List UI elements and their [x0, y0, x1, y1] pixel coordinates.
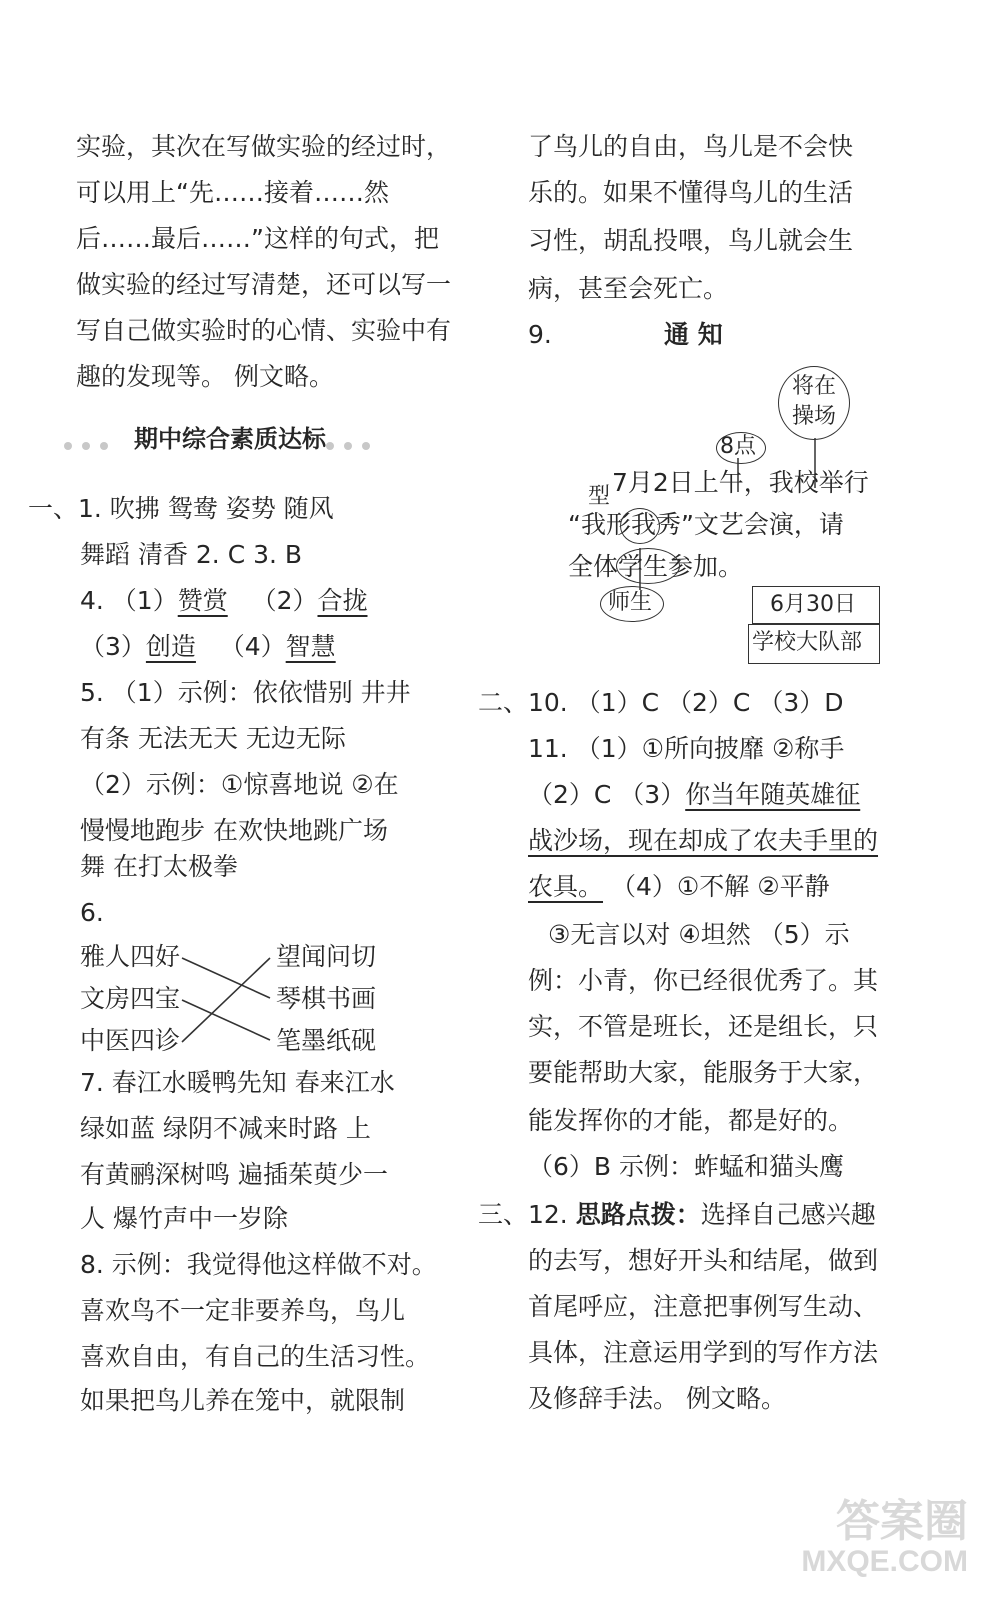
text-line: 做实验的经过写清楚，还可以写一 [76, 270, 452, 299]
correction-circle [620, 508, 660, 544]
q8-line: 喜欢鸟不一定非要养鸟，鸟儿 [80, 1296, 406, 1325]
q11-prefix: （2）C （3） [528, 780, 686, 809]
q5-line: 慢慢地跑步 在欢快地跳广场 [80, 816, 388, 845]
q5-line: 5. （1）示例：依依惜别 井井 [80, 678, 411, 707]
notice-date: 6月30日 [770, 592, 856, 617]
q6-label: 6. [80, 898, 104, 927]
text-line: 可以用上“先……接着……然 [76, 178, 389, 207]
q11-line: 11. （1）①所向披靡 ②称手 [528, 734, 845, 763]
q4-mid: （4） [219, 632, 286, 661]
q11-line: 实，不管是班长，还是组长，只 [528, 1012, 879, 1041]
q7-line: 7. 春江水暖鸭先知 春来江水 [80, 1068, 395, 1097]
correction-text: 将在 [792, 374, 837, 399]
q11-answer: 你当年随英雄征 [685, 780, 861, 809]
correction-text: 型 [588, 484, 611, 509]
q7-line: 绿如蓝 绿阴不减来时路 上 [80, 1114, 371, 1143]
section-title-text: 期中综合素质达标 [134, 425, 326, 453]
q7-line: 有黄鹂深树鸣 遍插茱萸少一 [80, 1160, 388, 1189]
q6-left-item: 中医四诊 [80, 1026, 181, 1055]
q11-line: 能发挥你的才能，都是好的。 [528, 1106, 854, 1135]
text-line: 习性，胡乱投喂，鸟儿就会生 [528, 226, 854, 255]
q4-mid: （2） [251, 586, 318, 615]
q11-line [528, 870, 830, 904]
text-line: 后……最后……”这样的句式，把 [76, 224, 439, 253]
q12-hint-label: 思路点拨： [575, 1200, 701, 1229]
q12-line [478, 1198, 876, 1232]
text-line: 写自己做实验时的心情、实验中有 [76, 316, 452, 345]
watermark-brand: 答案圈 [836, 1497, 968, 1546]
correction-text: 8点 [720, 434, 756, 459]
q1-line: 一、1. 吹拂 鸳鸯 姿势 随风 [28, 494, 334, 523]
q11-answer: 战沙场，现在却成了农夫手里的 [528, 826, 879, 855]
q12-line: 的去写，想好开头和结尾，做到 [528, 1246, 879, 1275]
text-line: 趣的发现等。 例文略。 [76, 362, 334, 391]
watermark-url: MXQE.COM [801, 1545, 968, 1578]
q6-right-item: 望闻问切 [276, 942, 377, 971]
q11-rest: （4）①不解 ②平静 [603, 872, 830, 901]
notice-body-line: 全体学生参加。 [568, 552, 744, 581]
q6-right-item: 笔墨纸砚 [276, 1026, 377, 1055]
q9-label: 9. [528, 320, 552, 349]
q4-answer: 合拢 [317, 586, 368, 615]
notice-body-line: “我形我秀”文艺会演，请 [568, 510, 844, 539]
text-line: 乐的。如果不懂得鸟儿的生活 [528, 178, 854, 207]
q11-line [528, 824, 878, 858]
q10-line: 二、10. （1）C （2）C （3）D [478, 688, 844, 717]
q4-answer: 智慧 [285, 632, 336, 661]
q11-line [528, 778, 860, 812]
q4-prefix: 4. （1） [80, 586, 178, 615]
q7-line: 人 爆竹声中一岁除 [80, 1204, 288, 1233]
watermark-logo [801, 1498, 968, 1578]
q12-line: 首尾呼应，注意把事例写生动、 [528, 1292, 879, 1321]
q4-answer: 创造 [145, 632, 196, 661]
correction-circle [616, 548, 680, 584]
q11-line: （6）B 示例：蚱蜢和猫头鹰 [528, 1152, 845, 1181]
q12-line: 及修辞手法。 例文略。 [528, 1384, 786, 1413]
q8-line: 喜欢自由，有自己的生活习性。 [80, 1342, 431, 1371]
notice-body-line: 7月2日上午，我校举行 [612, 468, 869, 497]
q12-prefix: 三、12. [478, 1200, 576, 1229]
q8-line: 8. 示例：我觉得他这样做不对。 [80, 1250, 437, 1279]
q6-left-item: 雅人四好 [80, 942, 181, 971]
q8-line: 如果把鸟儿养在笼中，就限制 [80, 1386, 406, 1415]
q1-line: 舞蹈 清香 2. C 3. B [80, 540, 303, 569]
text-line: 病，甚至会死亡。 [528, 274, 729, 303]
q11-line: ③无言以对 ④坦然 （5）示 [548, 920, 850, 949]
q6-left-item: 文房四宝 [80, 984, 181, 1013]
q5-line: （2）示例：①惊喜地说 ②在 [80, 770, 399, 799]
text-line: 实验，其次在写做实验的经过时， [76, 132, 452, 161]
q5-line: 舞 在打太极拳 [80, 852, 238, 881]
q12-text: 选择自己感兴趣 [700, 1200, 876, 1229]
notice-title: 通 知 [664, 320, 723, 349]
text-line: 了鸟儿的自由，鸟儿是不会快 [528, 132, 854, 161]
q4-prefix: （3） [80, 632, 146, 661]
correction-text: 操场 [792, 404, 837, 429]
q4-answer: 赞赏 [177, 586, 228, 615]
q11-answer: 农具。 [528, 872, 604, 901]
correction-text: 师生 [608, 590, 653, 615]
q11-line: 要能帮助大家，能服务于大家， [528, 1058, 879, 1087]
q12-line: 具体，注意运用学到的写作方法 [528, 1338, 879, 1367]
q5-line: 有条 无法无天 无边无际 [80, 724, 346, 753]
q11-line: 例：小青，你已经很优秀了。其 [528, 966, 879, 995]
q6-right-item: 琴棋书画 [276, 984, 377, 1013]
notice-signature: 学校大队部 [752, 630, 863, 655]
